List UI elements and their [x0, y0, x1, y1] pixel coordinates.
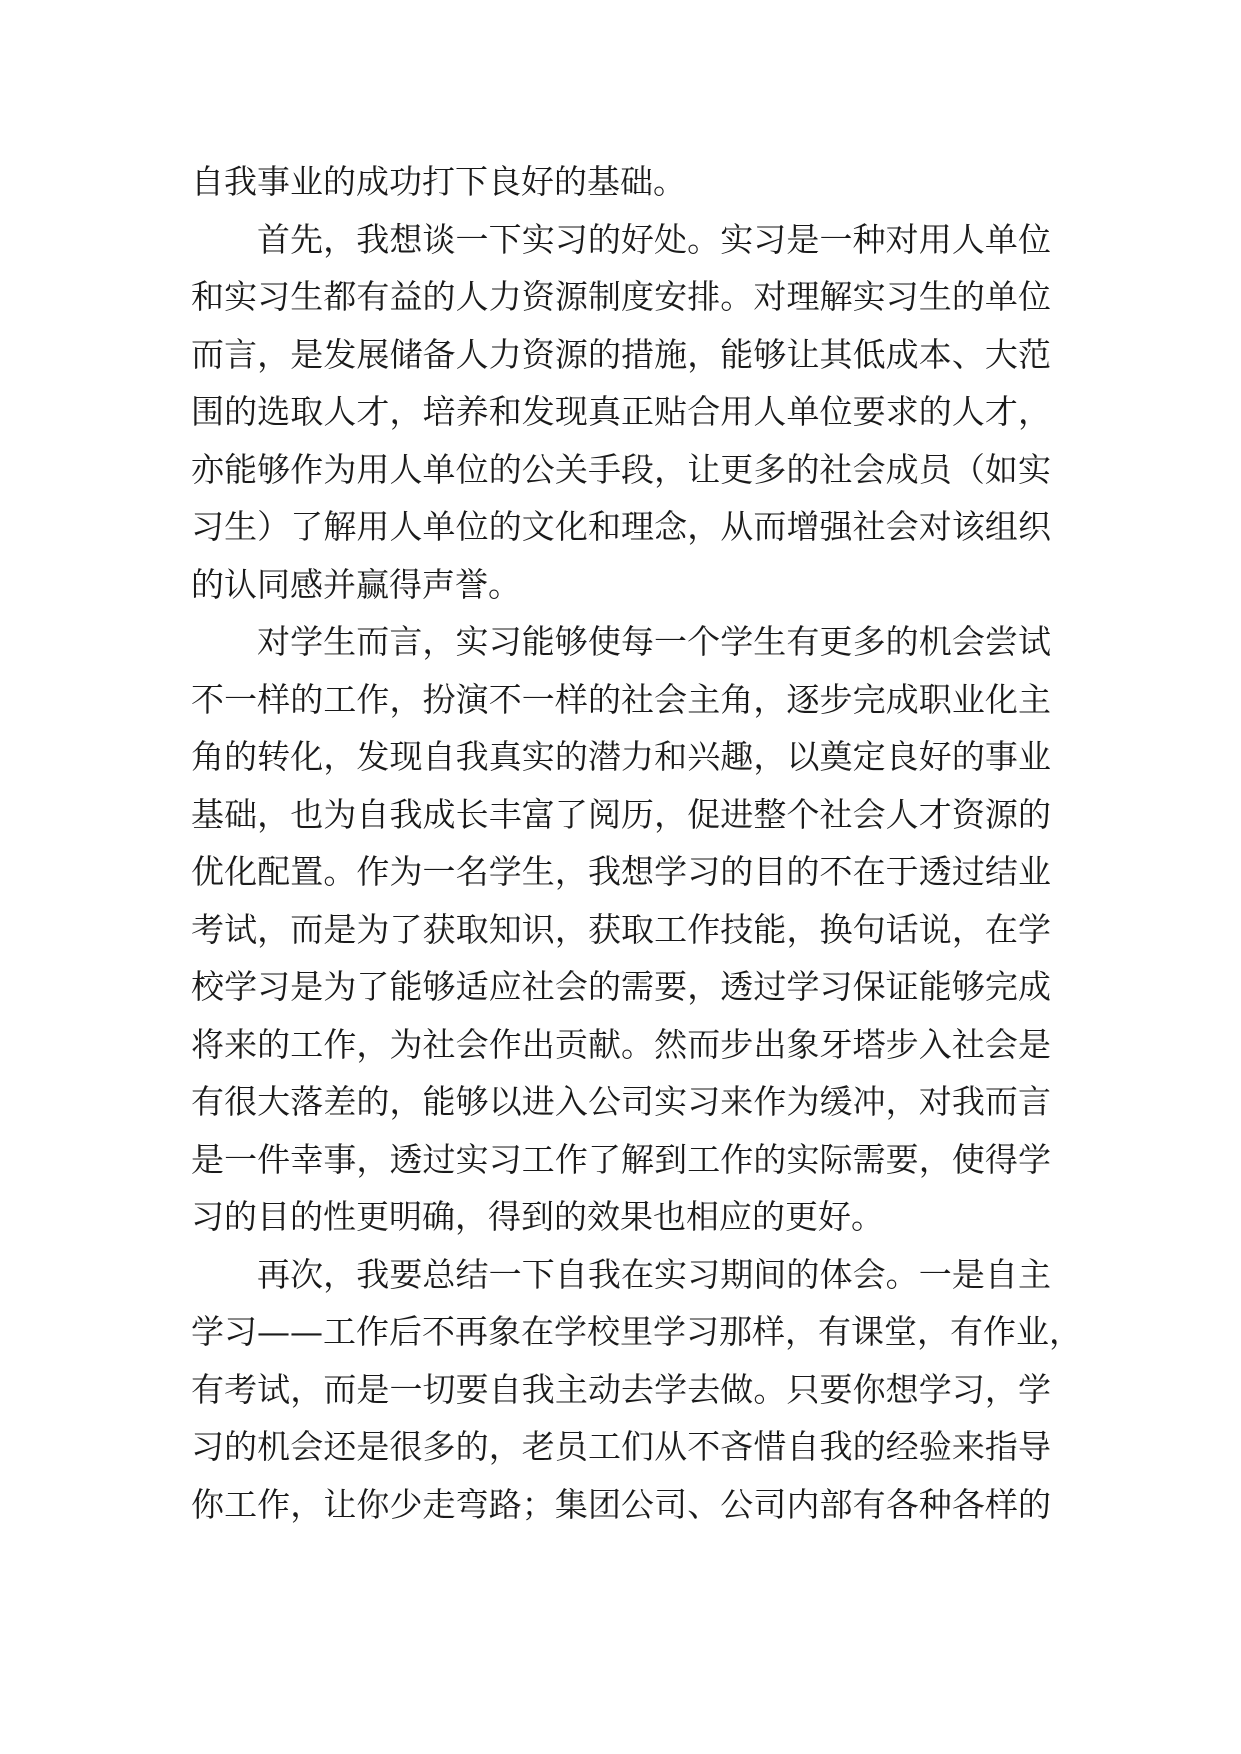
- text-line: 角的转化，发现自我真实的潜力和兴趣，以奠定良好的事业: [191, 737, 1051, 776]
- text-line: 而言，是发展储备人力资源的措施，能够让其低成本、大范: [191, 334, 1051, 374]
- paragraph: [191, 153, 1051, 211]
- text-line: 优化配置。作为一名学生，我想学习的目的不在于透过结业: [191, 852, 1051, 891]
- text-line: 将来的工作，为社会作出贡献。然而步出象牙塔步入社会是: [191, 1024, 1051, 1064]
- text-line: 习的目的性更明确，得到的效果也相应的更好。: [191, 1197, 884, 1236]
- text-line: 对学生而言，实习能够使每一个学生有更多的机会尝试: [257, 622, 1051, 661]
- text-line: 你工作，让你少走弯路；集团公司、公司内部有各种各样的: [191, 1484, 1051, 1524]
- text-line: 和实习生都有益的人力资源制度安排。对理解实习生的单位: [191, 277, 1051, 316]
- text-line: 不一样的工作，扮演不一样的社会主角，逐步完成职业化主: [191, 679, 1051, 719]
- text-line: 首先，我想谈一下实习的好处。实习是一种对用人单位: [257, 219, 1051, 259]
- paragraph: [191, 613, 1051, 1246]
- text-line: 的认同感并赢得声誉。: [191, 564, 521, 604]
- text-line: 校学习是为了能够适应社会的需要，透过学习保证能够完成: [191, 967, 1051, 1006]
- text-line: 有考试，而是一切要自我主动去学去做。只要你想学习，学: [191, 1369, 1051, 1409]
- text-line: 自我事业的成功打下良好的基础。: [191, 162, 686, 201]
- paragraph: [191, 211, 1051, 614]
- text-line: 是一件幸事，透过实习工作了解到工作的实际需要，使得学: [191, 1139, 1051, 1179]
- text-line: 考试，而是为了获取知识，获取工作技能，换句话说，在学: [191, 909, 1051, 949]
- text-line: 再次，我要总结一下自我在实习期间的体会。一是自主: [257, 1254, 1051, 1294]
- text-line: 围的选取人才，培养和发现真正贴合用人单位要求的人才，: [191, 392, 1051, 431]
- text-line: 有很大落差的，能够以进入公司实习来作为缓冲，对我而言: [191, 1082, 1051, 1121]
- text-line: 习的机会还是很多的，老员工们从不吝惜自我的经验来指导: [191, 1427, 1051, 1466]
- text-line: 习生）了解用人单位的文化和理念，从而增强社会对该组织: [191, 507, 1051, 546]
- text-line: 基础，也为自我成长丰富了阅历，促进整个社会人才资源的: [191, 794, 1051, 834]
- paragraph: [191, 1246, 1082, 1534]
- text-line: 学习——工作后不再象在学校里学习那样，有课堂，有作业，: [191, 1312, 1082, 1351]
- text-line: 亦能够作为用人单位的公关手段，让更多的社会成员（如实: [191, 449, 1051, 489]
- document-body: [191, 153, 1082, 1533]
